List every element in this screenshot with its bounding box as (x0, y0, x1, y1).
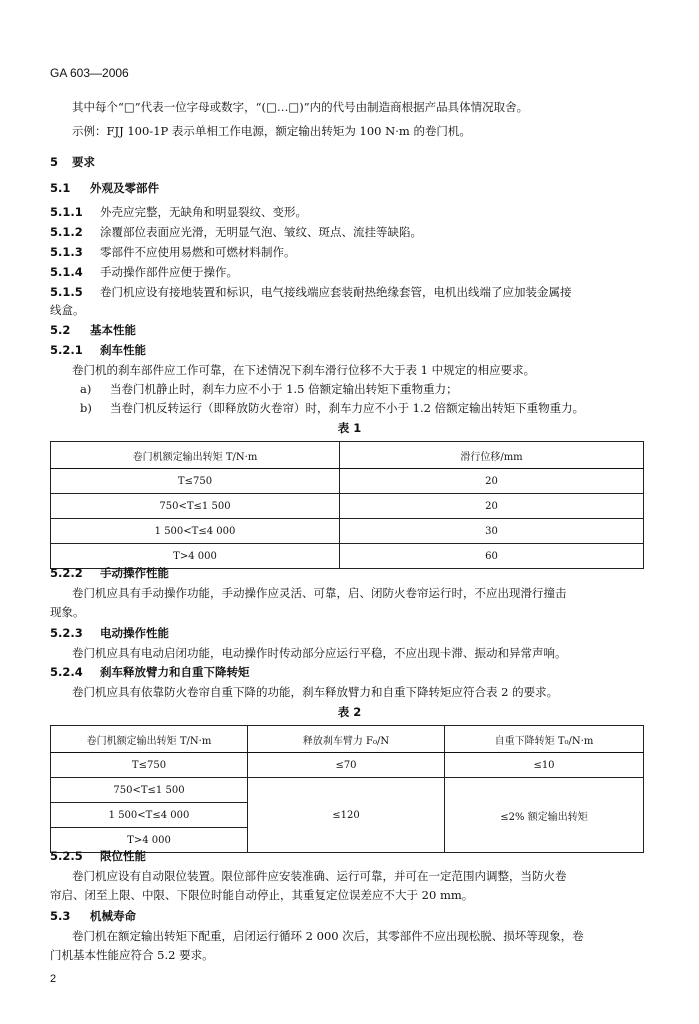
section-5-1-title: 外观及零部件 (90, 181, 159, 195)
table-2-merged-cell: ≤2% 额定输出转矩 (445, 778, 644, 853)
clause-5-1-5-number: 5.1.5 (50, 285, 83, 299)
intro-note: 其中每个“□”代表一位字母或数字，“(□…□)”内的代号由制造商根据产品具体情况取舍。 (72, 100, 529, 114)
standard-number: GA 603—2006 (50, 66, 129, 80)
item-a-text: 当卷门机静止时，刹车力应不小于 1.5 倍额定输出转矩下重物重力； (110, 382, 458, 396)
clause-5-1-3-text: 零部件不应使用易燃和可燃材料制作。 (100, 245, 296, 259)
clause-5-2-1-body: 卷门机的刹车部件应工作可靠，在下述情况下刹车滑行位移不大于表 1 中规定的相应要求。 (72, 363, 536, 377)
table-2-header-self-weight-torque: 自重下降转矩 T₀/N·m (445, 726, 644, 753)
clause-5-2-3-number: 5.2.3 (50, 626, 83, 640)
item-b-label: b) (80, 401, 92, 415)
intro-example: 示例：FJJ 100-1P 表示单相工作电源，额定输出转矩为 100 N·m 的卷门机。 (72, 124, 471, 138)
table-row (51, 544, 644, 569)
table-2-caption: 表 2 (337, 705, 362, 719)
section-5-1-number: 5.1 (50, 181, 71, 195)
table-1-cell: 20 (340, 469, 644, 494)
table-2-cell: 1 500<T≤4 000 (51, 803, 248, 828)
table-2 (50, 725, 644, 853)
section-5-3-title: 机械寿命 (90, 909, 136, 923)
table-1-cell: 30 (340, 519, 644, 544)
table-row (51, 494, 644, 519)
clause-5-2-5-title: 限位性能 (100, 849, 146, 863)
table-row (51, 519, 644, 544)
table-row (51, 469, 644, 494)
clause-5-2-5-line1: 卷门机应设有自动限位装置。限位部件应安装准确、运行可靠，并可在一定范围内调整，当防火卷 (72, 869, 567, 883)
item-a-label: a) (80, 382, 92, 396)
table-2-cell: ≤10 (445, 753, 644, 778)
clause-5-2-2-number: 5.2.2 (50, 566, 83, 580)
clause-5-2-4-title: 刹车释放臂力和自重下降转矩 (100, 665, 250, 679)
table-1-cell: 750<T≤1 500 (51, 494, 340, 519)
clause-5-2-2-title: 手动操作性能 (100, 566, 169, 580)
table-2-merged-cell: ≤120 (248, 778, 445, 853)
table-2-header-force: 释放刹车臂力 F₀/N (248, 726, 445, 753)
table-2-cell: T>4 000 (51, 828, 248, 853)
clause-5-1-1-number: 5.1.1 (50, 205, 83, 219)
clause-5-2-5-number: 5.2.5 (50, 849, 83, 863)
clause-5-2-1-title: 刹车性能 (100, 343, 146, 357)
section-5-title: 要求 (72, 155, 95, 169)
section-5-2-title: 基本性能 (90, 323, 136, 337)
clause-5-2-4-number: 5.2.4 (50, 665, 83, 679)
table-2-cell: ≤70 (248, 753, 445, 778)
clause-5-1-4-text: 手动操作部件应便于操作。 (100, 265, 238, 279)
clause-5-2-3-line1: 卷门机应具有电动启闭功能，电动操作时传动部分应运行平稳，不应出现卡滞、振动和异常声响。 (72, 646, 567, 660)
table-row (51, 753, 644, 778)
table-1-header-row (51, 442, 644, 469)
table-1-cell: 20 (340, 494, 644, 519)
clause-5-2-4-line1: 卷门机应具有依靠防火卷帘自重下降的功能，刹车释放臂力和自重下降转矩应符合表 2 的要求。 (72, 685, 559, 699)
clause-5-1-5-text: 卷门机应设有接地装置和标识，电气接线端应套装耐热绝缘套管，电机出线端了应加装金属接 (100, 285, 572, 299)
table-2-header-torque: 卷门机额定输出转矩 T/N·m (51, 726, 248, 753)
clause-5-2-5-line2: 帘启、闭至上限、中限、下限位时能自动停止，其重复定位误差应不大于 20 mm。 (50, 888, 474, 902)
table-2-cell: T≤750 (51, 753, 248, 778)
table-1-caption: 表 1 (337, 421, 362, 435)
section-5-number: 5 (50, 155, 59, 169)
clause-5-2-3-title: 电动操作性能 (100, 626, 169, 640)
section-5-3-line2: 门机基本性能应符合 5.2 要求。 (50, 948, 214, 962)
table-1 (50, 441, 644, 569)
table-row (51, 778, 644, 803)
page-number: 2 (50, 973, 57, 985)
clause-5-2-1-number: 5.2.1 (50, 343, 83, 357)
table-1-header-displacement: 滑行位移/mm (340, 442, 644, 469)
section-5-3-number: 5.3 (50, 909, 71, 923)
table-1-cell: T>4 000 (51, 544, 340, 569)
table-1-cell: 1 500<T≤4 000 (51, 519, 340, 544)
table-1-header-torque: 卷门机额定输出转矩 T/N·m (51, 442, 340, 469)
clause-5-1-5-text-cont: 线盒。 (50, 303, 85, 317)
clause-5-1-1-text: 外壳应完整，无缺角和明显裂纹、变形。 (100, 205, 307, 219)
table-2-cell: 750<T≤1 500 (51, 778, 248, 803)
section-5-3-line1: 卷门机在额定输出转矩下配重，启闭运行循环 2 000 次后，其零部件不应出现松脱、损坏等现象，卷 (72, 929, 584, 943)
clause-5-1-2-text: 涂覆部位表面应光滑，无明显气泡、皱纹、斑点、流挂等缺陷。 (100, 225, 422, 239)
table-2-header-row (51, 726, 644, 753)
clause-5-1-2-number: 5.1.2 (50, 225, 83, 239)
clause-5-2-2-line2: 现象。 (50, 605, 85, 619)
clause-5-2-2-line1: 卷门机应具有手动操作功能，手动操作应灵活、可靠，启、闭防火卷帘运行时，不应出现滑行撞击 (72, 586, 567, 600)
item-b-text: 当卷门机反转运行（即释放防火卷帘）时，刹车力应不小于 1.2 倍额定输出转矩下重物重力。 (110, 401, 585, 415)
clause-5-1-3-number: 5.1.3 (50, 245, 83, 259)
clause-5-1-4-number: 5.1.4 (50, 265, 83, 279)
table-1-cell: T≤750 (51, 469, 340, 494)
section-5-2-number: 5.2 (50, 323, 71, 337)
table-1-cell: 60 (340, 544, 644, 569)
